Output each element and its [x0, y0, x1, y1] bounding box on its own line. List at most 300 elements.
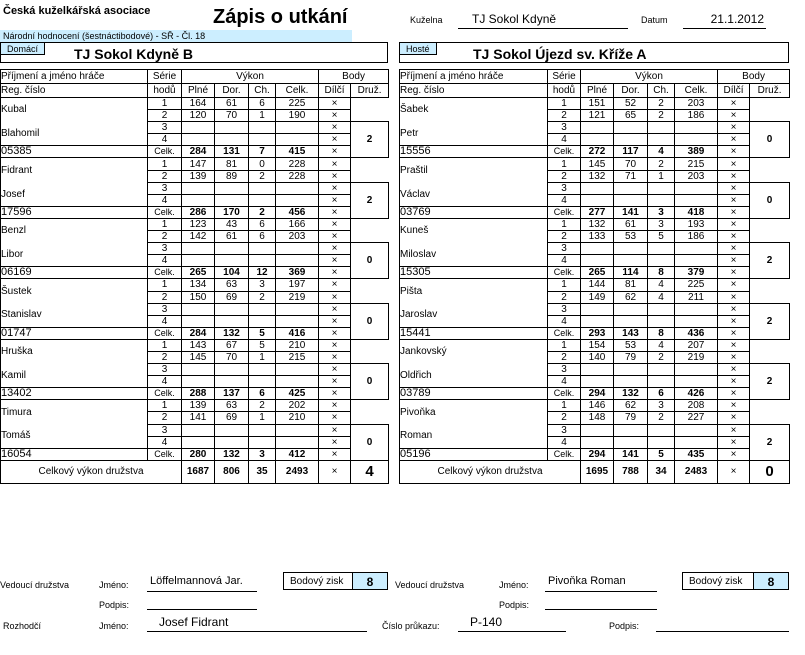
partial-point-mark: ×: [718, 400, 750, 412]
player-total: 114: [614, 267, 648, 279]
player-total: 141: [614, 206, 648, 218]
series-value: [276, 255, 319, 267]
series-value: [276, 436, 319, 448]
series-number: 3: [548, 424, 581, 436]
series-value: 79: [614, 412, 648, 424]
series-value: [276, 303, 319, 315]
series-value: 2: [648, 158, 675, 170]
player-total: 280: [182, 448, 215, 460]
series-value: [581, 134, 614, 146]
series-value: [182, 194, 215, 206]
referee-label: Rozhodčí: [3, 621, 42, 631]
series-value: [249, 424, 276, 436]
header-series: Série: [548, 70, 581, 84]
partial-point-mark: ×: [319, 327, 351, 339]
partial-point-mark: ×: [319, 158, 351, 170]
series-number: 4: [148, 134, 182, 146]
series-number: 1: [548, 98, 581, 110]
series-value: 133: [581, 231, 614, 243]
player-first-name: Stanislav: [1, 303, 148, 327]
partial-point-mark: ×: [718, 267, 750, 279]
series-value: [675, 255, 718, 267]
player-reg-number: 13402: [1, 388, 148, 400]
player-first-name: Libor: [1, 243, 148, 267]
total-row-label: Celk.: [548, 448, 581, 460]
series-value: 89: [215, 170, 249, 182]
partial-point-mark: ×: [319, 98, 351, 110]
series-value: [581, 243, 614, 255]
series-value: 6: [249, 231, 276, 243]
partial-point-mark: ×: [718, 134, 750, 146]
player-surname: Jankovský: [400, 339, 548, 363]
series-value: [581, 182, 614, 194]
home-signature-label: Podpis:: [99, 600, 130, 610]
player-reg-number: 17596: [1, 206, 148, 218]
blank-cell: [750, 339, 790, 363]
player-total: 272: [581, 146, 614, 158]
series-value: [675, 243, 718, 255]
series-value: [276, 134, 319, 146]
series-number: 2: [148, 412, 182, 424]
date-label: Datum: [641, 15, 668, 25]
home-results-table: [0, 69, 389, 484]
team-total-label: Celkový výkon družstva: [1, 460, 182, 483]
series-number: 1: [548, 158, 581, 170]
away-captain-label: Vedoucí družstva: [395, 580, 465, 590]
partial-point-mark: ×: [718, 351, 750, 363]
player-team-points: 2: [750, 243, 790, 279]
header-points: Body: [718, 70, 790, 84]
home-captain-field[interactable]: Löffelmannová Jar.: [147, 576, 257, 592]
series-number: 3: [148, 424, 182, 436]
partial-point-mark: ×: [718, 255, 750, 267]
player-reg-number: 03789: [400, 388, 548, 400]
player-team-points: 0: [750, 182, 790, 218]
series-number: 2: [148, 351, 182, 363]
referee-field[interactable]: Josef Fidrant: [147, 616, 367, 632]
player-team-points: 0: [750, 122, 790, 158]
series-number: 4: [548, 376, 581, 388]
series-value: 228: [276, 158, 319, 170]
series-value: 2: [249, 400, 276, 412]
series-value: [581, 424, 614, 436]
series-value: 79: [614, 351, 648, 363]
series-value: 6: [249, 98, 276, 110]
player-total: 5: [648, 448, 675, 460]
series-value: 3: [249, 279, 276, 291]
series-value: [182, 424, 215, 436]
player-surname: Šabek: [400, 98, 548, 122]
series-value: 2: [648, 110, 675, 122]
series-value: 140: [581, 351, 614, 363]
series-value: 193: [675, 218, 718, 230]
date-field[interactable]: 21.1.2012: [683, 13, 766, 29]
player-team-points: 2: [351, 182, 389, 218]
away-signature-field[interactable]: [545, 596, 657, 610]
series-number: 4: [548, 194, 581, 206]
blank-cell: [351, 218, 389, 242]
partial-point-mark: ×: [319, 243, 351, 255]
series-value: 2: [648, 351, 675, 363]
series-number: 1: [148, 339, 182, 351]
organization-name: Česká kuželkářská asociace: [3, 5, 151, 17]
series-value: 5: [249, 339, 276, 351]
series-value: [614, 243, 648, 255]
team-total-value: 34: [648, 460, 675, 483]
header-dor: Dor.: [215, 84, 249, 98]
partial-point-mark: ×: [718, 158, 750, 170]
partial-point-mark: ×: [718, 339, 750, 351]
series-value: 70: [614, 158, 648, 170]
series-number: 1: [148, 218, 182, 230]
series-value: [581, 194, 614, 206]
series-number: 3: [548, 182, 581, 194]
partial-point-mark: ×: [319, 231, 351, 243]
home-team-header: [0, 42, 388, 63]
header-performance: Výkon: [581, 70, 718, 84]
series-value: [675, 194, 718, 206]
series-value: [648, 315, 675, 327]
series-value: 2: [648, 412, 675, 424]
series-number: 3: [148, 182, 182, 194]
series-value: 2: [249, 291, 276, 303]
series-value: 227: [675, 412, 718, 424]
series-value: [581, 364, 614, 376]
series-value: 219: [675, 351, 718, 363]
series-value: 147: [182, 158, 215, 170]
header-throws: hodů: [148, 84, 182, 98]
series-value: [675, 364, 718, 376]
series-value: 81: [614, 279, 648, 291]
series-value: [648, 255, 675, 267]
series-value: 53: [614, 339, 648, 351]
player-first-name: Jaroslav: [400, 303, 548, 327]
series-value: [276, 243, 319, 255]
player-total: 170: [215, 206, 249, 218]
referee-signature-label: Podpis:: [609, 621, 640, 631]
series-number: 1: [148, 98, 182, 110]
license-label: Číslo průkazu:: [382, 621, 440, 631]
team-total-value: 1687: [182, 460, 215, 483]
series-value: [648, 436, 675, 448]
series-value: [249, 122, 276, 134]
player-team-points: 0: [351, 364, 389, 400]
partial-point-mark: ×: [718, 364, 750, 376]
player-reg-number: 03769: [400, 206, 548, 218]
series-value: 145: [581, 158, 614, 170]
partial-point-mark: ×: [319, 376, 351, 388]
referee-signature-field[interactable]: [656, 616, 789, 632]
series-value: 148: [581, 412, 614, 424]
player-total: 143: [614, 327, 648, 339]
blank-cell: [750, 279, 790, 303]
series-value: 225: [276, 98, 319, 110]
series-number: 3: [148, 243, 182, 255]
partial-point-mark: ×: [319, 303, 351, 315]
series-value: [215, 376, 249, 388]
series-value: 186: [675, 231, 718, 243]
series-value: 225: [675, 279, 718, 291]
player-surname: Timura: [1, 400, 148, 424]
series-value: [182, 243, 215, 255]
license-field[interactable]: P-140: [458, 616, 566, 632]
partial-point-mark: ×: [319, 146, 351, 158]
player-total: 294: [581, 448, 614, 460]
series-value: 166: [276, 218, 319, 230]
player-first-name: Kamil: [1, 364, 148, 388]
series-value: [276, 122, 319, 134]
player-surname: Praštil: [400, 158, 548, 182]
series-value: [675, 436, 718, 448]
series-value: [648, 134, 675, 146]
player-reg-number: 01747: [1, 327, 148, 339]
series-value: [249, 303, 276, 315]
series-value: [614, 364, 648, 376]
header-ch: Ch.: [249, 84, 276, 98]
header-player-name: Příjmení a jméno hráče: [1, 70, 148, 84]
series-number: 2: [548, 412, 581, 424]
player-total: 288: [182, 388, 215, 400]
player-total: 265: [581, 267, 614, 279]
series-value: 53: [614, 231, 648, 243]
series-value: 211: [675, 291, 718, 303]
series-value: [276, 364, 319, 376]
away-team-name: TJ Sokol Újezd sv. Kříže A: [473, 46, 647, 62]
player-surname: Kuneš: [400, 218, 548, 242]
series-value: [581, 255, 614, 267]
series-value: [614, 255, 648, 267]
away-results-table: [399, 69, 790, 484]
player-reg-number: 06169: [1, 267, 148, 279]
total-row-label: Celk.: [148, 448, 182, 460]
player-total: 415: [276, 146, 319, 158]
partial-point-mark: ×: [319, 412, 351, 424]
series-number: 1: [548, 279, 581, 291]
player-first-name: Tomáš: [1, 424, 148, 448]
series-number: 3: [548, 122, 581, 134]
player-surname: Benzl: [1, 218, 148, 242]
series-value: [182, 315, 215, 327]
series-value: 146: [581, 400, 614, 412]
away-captain-field[interactable]: Pivoňka Roman: [545, 576, 657, 592]
series-value: [675, 376, 718, 388]
partial-point-mark: ×: [319, 194, 351, 206]
series-number: 1: [548, 339, 581, 351]
team-total-points: 0: [750, 460, 790, 483]
series-value: 43: [215, 218, 249, 230]
series-value: [581, 315, 614, 327]
series-value: 151: [581, 98, 614, 110]
partial-point-mark: ×: [718, 436, 750, 448]
series-value: 61: [215, 98, 249, 110]
total-row-label: Celk.: [548, 388, 581, 400]
partial-point-mark: ×: [319, 170, 351, 182]
series-value: 139: [182, 170, 215, 182]
series-value: 70: [215, 351, 249, 363]
partial-point-mark: ×: [319, 134, 351, 146]
series-value: 1: [249, 110, 276, 122]
series-value: 3: [648, 400, 675, 412]
series-number: 2: [548, 231, 581, 243]
home-signature-field[interactable]: [147, 596, 257, 610]
player-total: 265: [182, 267, 215, 279]
series-value: 197: [276, 279, 319, 291]
partial-point-mark: ×: [319, 267, 351, 279]
player-team-points: 2: [750, 364, 790, 400]
series-value: 190: [276, 110, 319, 122]
series-value: 52: [614, 98, 648, 110]
series-value: 142: [182, 231, 215, 243]
alley-label: Kuželna: [410, 15, 443, 25]
series-value: [614, 436, 648, 448]
player-total: 104: [215, 267, 249, 279]
series-number: 4: [548, 315, 581, 327]
away-tag: Hosté: [400, 43, 437, 55]
series-value: 134: [182, 279, 215, 291]
series-value: [249, 243, 276, 255]
series-value: 203: [276, 231, 319, 243]
partial-point-mark: ×: [319, 364, 351, 376]
home-tag: Domácí: [1, 43, 45, 55]
player-first-name: Oldřich: [400, 364, 548, 388]
header-partial: Dílčí: [319, 84, 351, 98]
series-value: 203: [675, 98, 718, 110]
player-total: 277: [581, 206, 614, 218]
player-total: 131: [215, 146, 249, 158]
series-value: [215, 424, 249, 436]
series-value: 144: [581, 279, 614, 291]
header-reg-number: Reg. číslo: [400, 84, 548, 98]
player-team-points: 2: [750, 424, 790, 460]
series-value: 143: [182, 339, 215, 351]
series-number: 2: [148, 170, 182, 182]
player-first-name: Josef: [1, 182, 148, 206]
series-value: [614, 122, 648, 134]
series-number: 1: [548, 400, 581, 412]
series-value: [182, 376, 215, 388]
series-number: 2: [548, 110, 581, 122]
total-row-label: Celk.: [148, 146, 182, 158]
series-value: 228: [276, 170, 319, 182]
partial-point-mark: ×: [319, 206, 351, 218]
header-reg-number: Reg. číslo: [1, 84, 148, 98]
player-total: 3: [648, 206, 675, 218]
series-value: [276, 194, 319, 206]
partial-point-mark: ×: [718, 218, 750, 230]
series-number: 3: [148, 303, 182, 315]
header-performance: Výkon: [182, 70, 319, 84]
partial-point-mark: ×: [319, 388, 351, 400]
series-value: [614, 303, 648, 315]
partial-point-mark: ×: [718, 388, 750, 400]
series-value: [675, 134, 718, 146]
national-rating-note: Národní hodnocení (šestnáctibodové) - SŘ - Čl. 18: [0, 30, 352, 42]
partial-point-mark: ×: [319, 400, 351, 412]
player-total: 141: [614, 448, 648, 460]
series-value: 70: [215, 110, 249, 122]
series-value: [648, 243, 675, 255]
header-team: Druž.: [750, 84, 790, 98]
team-total-value: 2483: [675, 460, 718, 483]
player-total: 418: [675, 206, 718, 218]
series-number: 4: [148, 436, 182, 448]
partial-point-mark: ×: [718, 182, 750, 194]
partial-point-mark: ×: [319, 448, 351, 460]
series-value: [581, 303, 614, 315]
series-value: [182, 436, 215, 448]
series-value: 203: [675, 170, 718, 182]
series-number: 4: [148, 255, 182, 267]
player-surname: Šustek: [1, 279, 148, 303]
series-number: 2: [548, 291, 581, 303]
player-reg-number: 16054: [1, 448, 148, 460]
series-value: 0: [249, 158, 276, 170]
away-points-value: 8: [753, 573, 788, 589]
series-value: [675, 303, 718, 315]
team-total-label: Celkový výkon družstva: [400, 460, 581, 483]
player-total: 369: [276, 267, 319, 279]
home-captain-label: Vedoucí družstva: [0, 581, 70, 590]
team-total-value: 2493: [276, 460, 319, 483]
partial-point-mark: ×: [319, 315, 351, 327]
series-number: 2: [148, 231, 182, 243]
team-total-value: 1695: [581, 460, 614, 483]
series-value: [182, 255, 215, 267]
player-first-name: Václav: [400, 182, 548, 206]
series-value: 4: [648, 291, 675, 303]
series-value: [675, 182, 718, 194]
player-surname: Kubal: [1, 98, 148, 122]
series-value: 164: [182, 98, 215, 110]
away-points-label: Bodový zisk: [689, 576, 743, 587]
series-value: 219: [276, 291, 319, 303]
alley-field[interactable]: TJ Sokol Kdyně: [458, 13, 628, 29]
series-value: [182, 182, 215, 194]
partial-point-mark: ×: [718, 243, 750, 255]
series-number: 3: [548, 243, 581, 255]
header-dor: Dor.: [614, 84, 648, 98]
partial-point-mark: ×: [718, 122, 750, 134]
blank-cell: [750, 218, 790, 242]
series-value: 69: [215, 291, 249, 303]
series-value: 202: [276, 400, 319, 412]
series-value: [675, 424, 718, 436]
header-partial: Dílčí: [718, 84, 750, 98]
series-number: 4: [148, 376, 182, 388]
series-value: [249, 376, 276, 388]
player-total: 117: [614, 146, 648, 158]
partial-point-mark: ×: [319, 351, 351, 363]
series-value: [648, 424, 675, 436]
series-value: [215, 182, 249, 194]
home-points-label: Bodový zisk: [290, 576, 344, 587]
header-player-name: Příjmení a jméno hráče: [400, 70, 548, 84]
team-total-value: 35: [249, 460, 276, 483]
series-number: 1: [148, 279, 182, 291]
player-reg-number: 15305: [400, 267, 548, 279]
partial-point-mark: ×: [319, 424, 351, 436]
series-value: 120: [182, 110, 215, 122]
player-total: 132: [215, 448, 249, 460]
player-first-name: Blahomil: [1, 122, 148, 146]
player-surname: Fidrant: [1, 158, 148, 182]
series-value: [675, 315, 718, 327]
series-value: [648, 194, 675, 206]
series-number: 4: [548, 255, 581, 267]
away-signature-label: Podpis:: [499, 600, 530, 610]
team-total-value: 806: [215, 460, 249, 483]
blank-cell: [750, 400, 790, 424]
